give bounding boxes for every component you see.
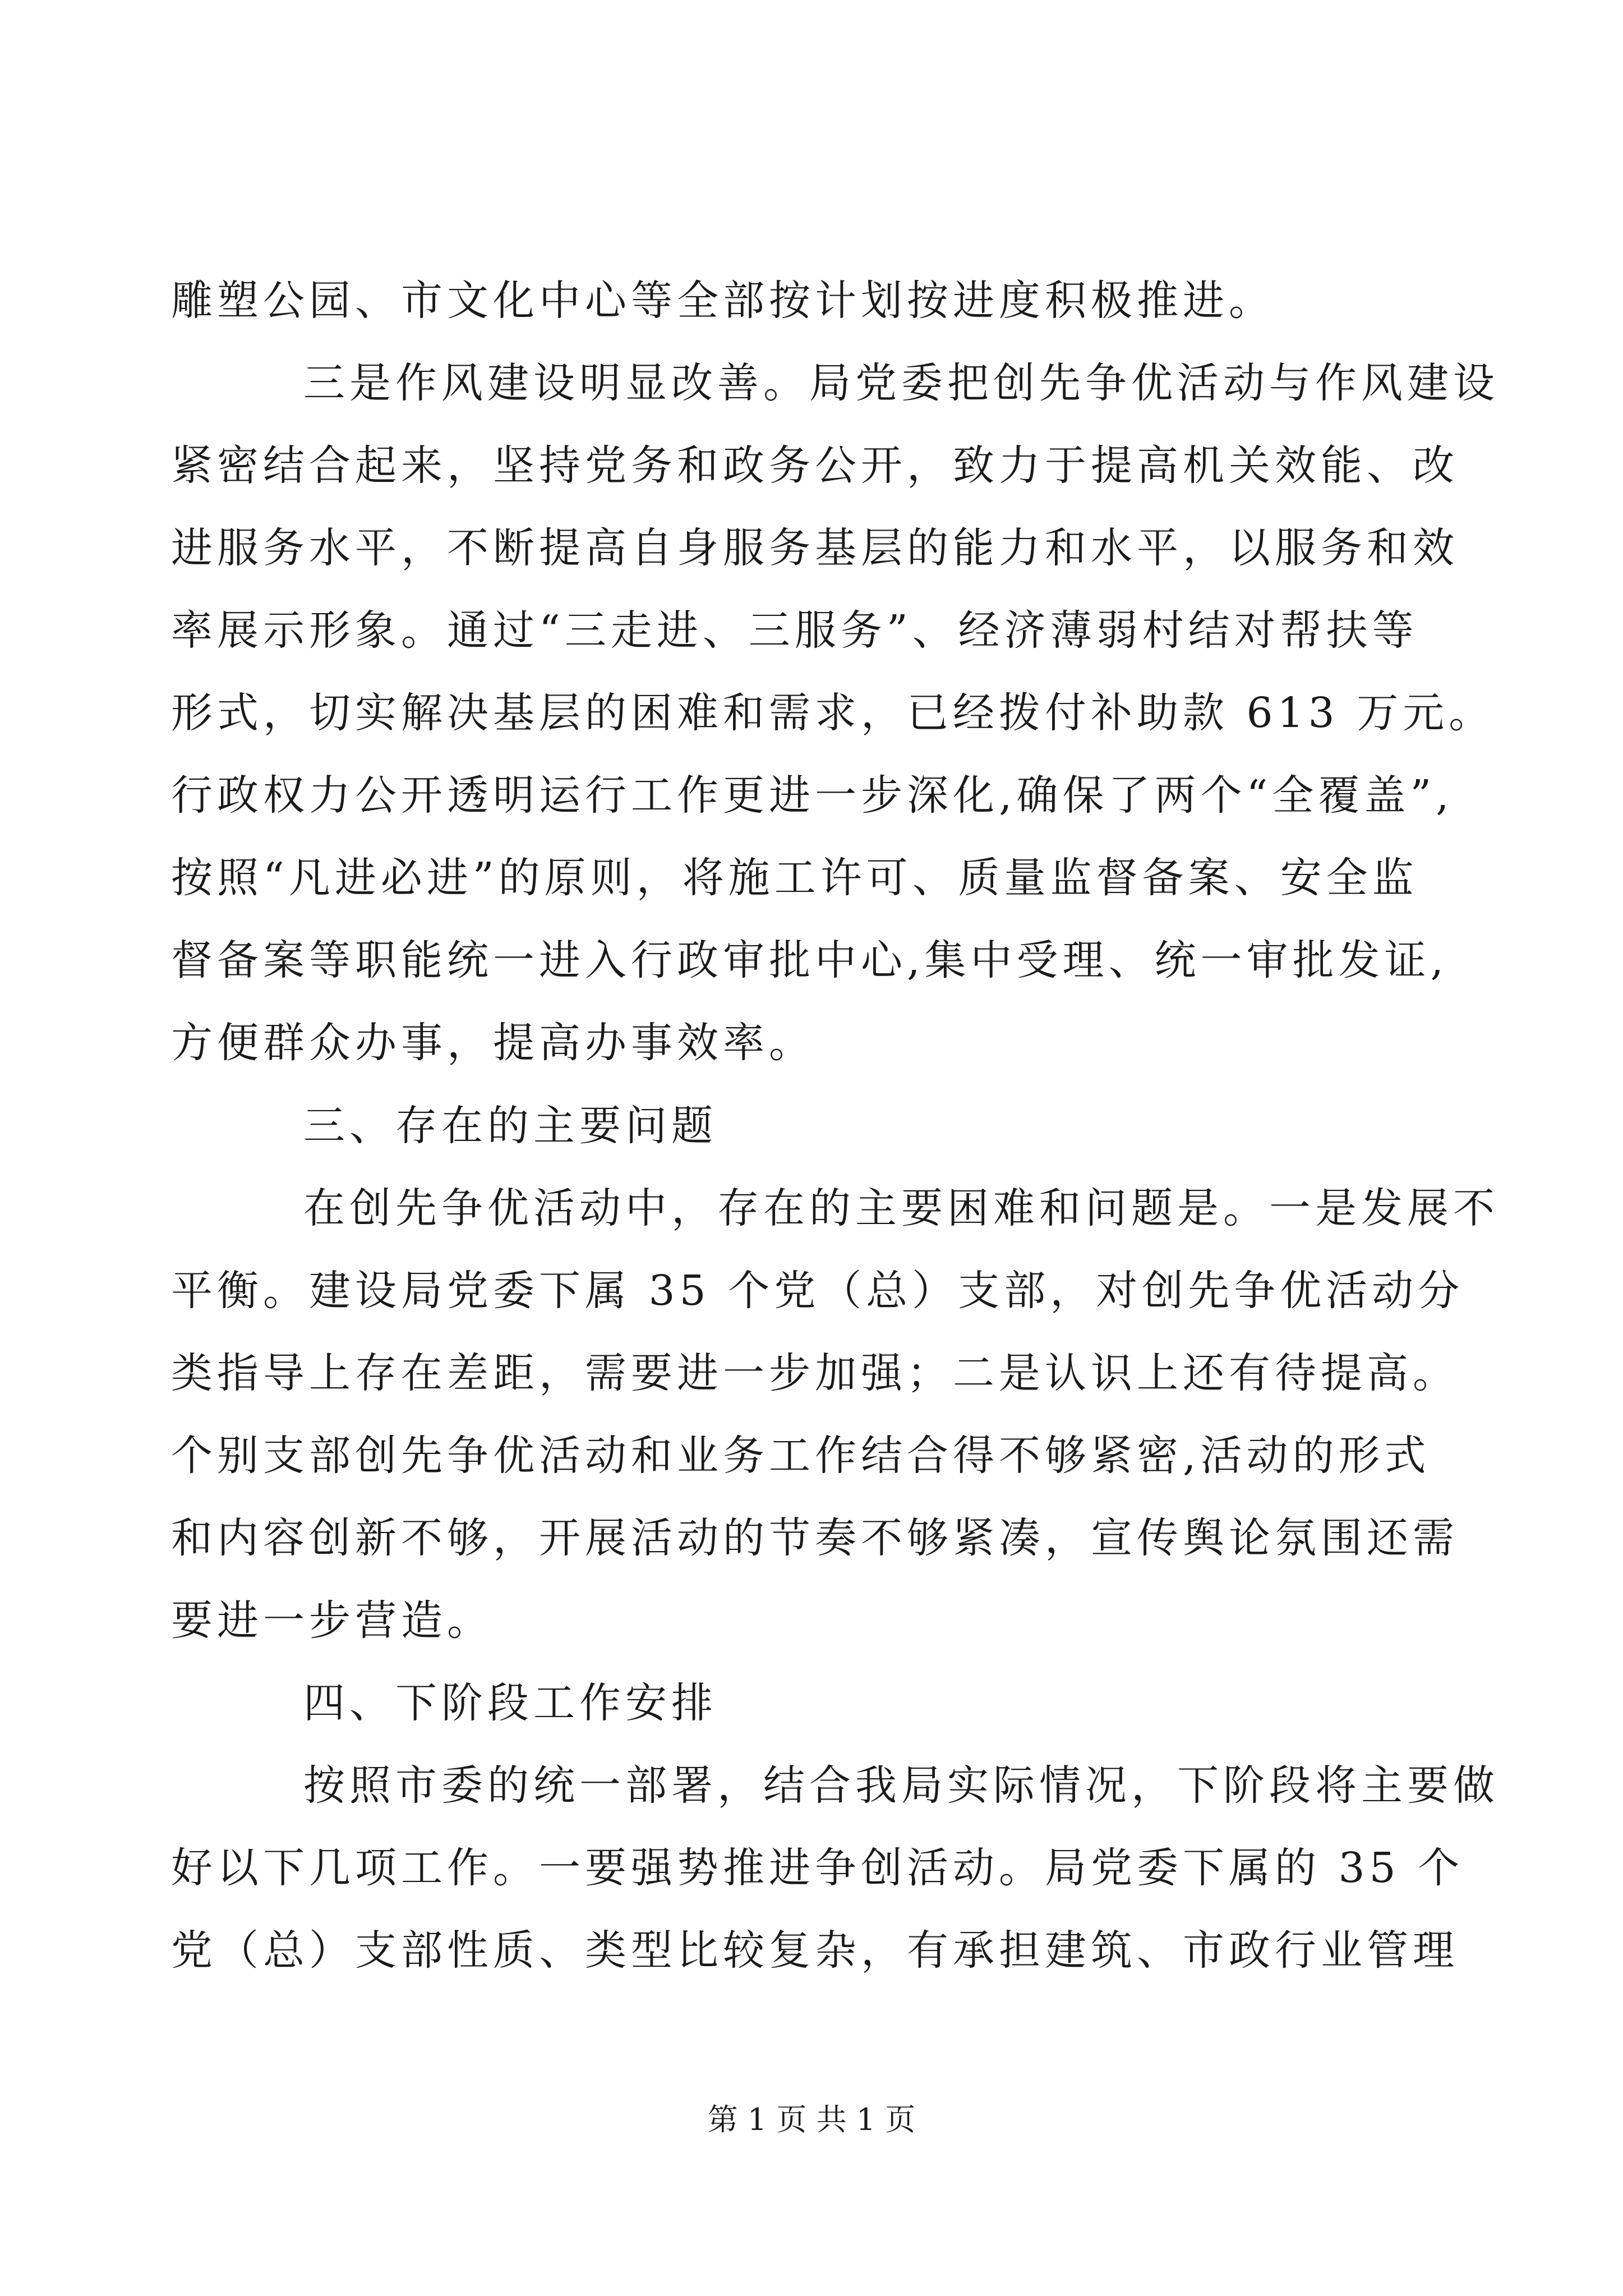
body-text-line: 平衡。建设局党委下属 35 个党（总）支部，对创先争优活动分 [171,1267,1464,1315]
page-footer: 第 1 页 共 1 页 [707,2102,916,2137]
body-text-line: 好以下几项工作。一要强势推进争创活动。局党委下属的 35 个 [171,1844,1464,1892]
body-text-line: 类指导上存在差距，需要进一步加强；二是认识上还有待提高。 [171,1349,1459,1397]
body-text-line: 在创先争优活动中，存在的主要困难和问题是。一是发展不 [303,1184,1499,1232]
body-text-line: 行政权力公开透明运行工作更进一步深化,确保了两个“全覆盖”, [171,771,1454,820]
body-text-line: 要进一步营造。 [171,1596,493,1645]
body-text-line: 个别支部创先争优活动和业务工作结合得不够紧密,活动的形式 [171,1432,1431,1480]
body-text-line: 形式，切实解决基层的困难和需求，已经拨付补助款 613 万元。 [171,689,1495,737]
body-text-line: 紧密结合起来，坚持党务和政务公开，致力于提高机关效能、改 [171,441,1459,490]
body-text-line: 党（总）支部性质、类型比较复杂，有承担建筑、市政行业管理 [171,1926,1459,1975]
body-text-line: 按照“凡进必进”的原则，将施工许可、质量监督备案、安全监 [171,854,1418,902]
section-heading: 三、存在的主要问题 [303,1102,717,1150]
body-text-line: 和内容创新不够，开展活动的节奏不够紧凑，宣传舆论氛围还需 [171,1514,1459,1562]
body-text-line: 进服务水平，不断提高自身服务基层的能力和水平，以服务和效 [171,524,1459,572]
body-text-line: 督备案等职能统一进入行政审批中心,集中受理、统一审批发证, [171,936,1449,984]
body-text-line: 按照市委的统一部署，结合我局实际情况，下阶段将主要做 [303,1761,1499,1810]
body-text-line: 率展示形象。通过“三走进、三服务”、经济薄弱村结对帮扶等 [171,606,1418,655]
section-heading: 四、下阶段工作安排 [303,1679,717,1727]
body-text-line: 三是作风建设明显改善。局党委把创先争优活动与作风建设 [303,359,1499,407]
body-text-line: 雕塑公园、市文化中心等全部按计划按进度积极推进。 [171,277,1275,325]
body-text-line: 方便群众办事，提高办事效率。 [171,1019,815,1067]
